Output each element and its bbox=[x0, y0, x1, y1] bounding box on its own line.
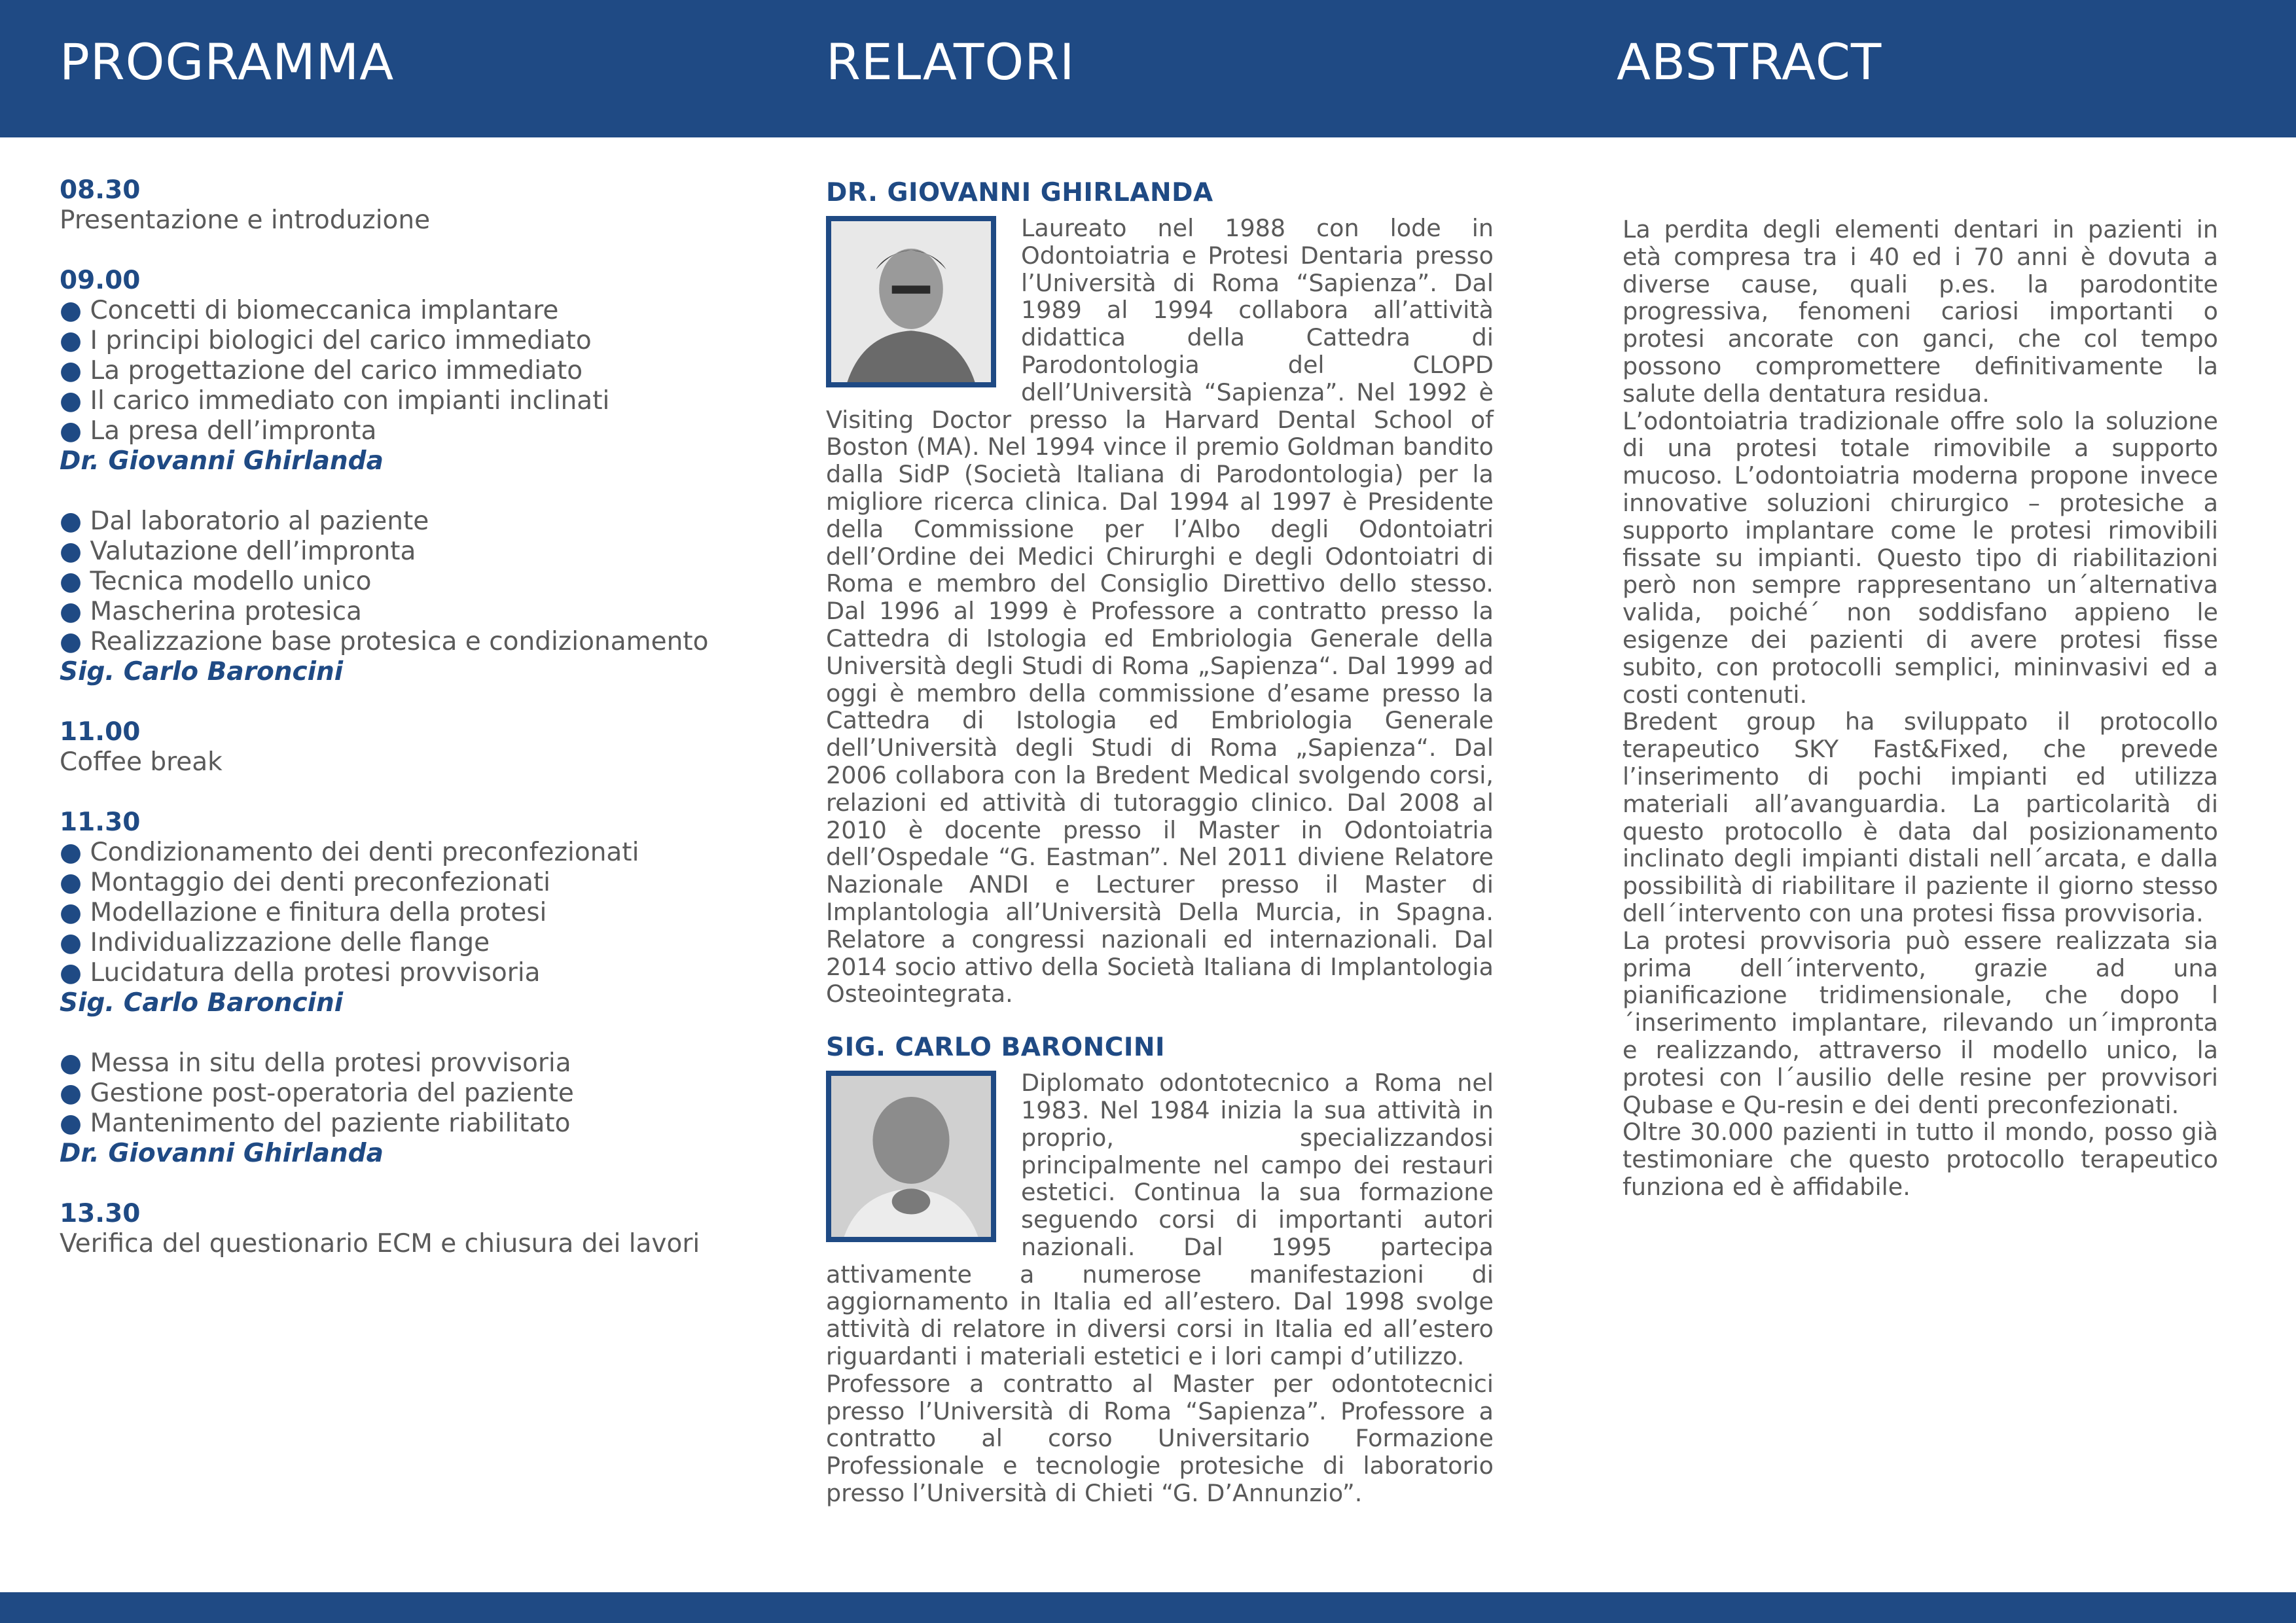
time-label: 08.30 bbox=[60, 175, 141, 205]
abstract-column bbox=[1623, 216, 2218, 1201]
program-item bbox=[60, 928, 780, 958]
program-item bbox=[60, 386, 780, 416]
abstract-heading: ABSTRACT bbox=[1617, 33, 1882, 91]
bullet-icon: ● bbox=[60, 958, 82, 988]
program-item bbox=[60, 1048, 780, 1079]
program-block-0900 bbox=[60, 266, 780, 476]
program-item bbox=[60, 1109, 780, 1139]
speaker-profile-ghirlanda bbox=[826, 177, 1494, 1008]
bullet-icon: ● bbox=[60, 1079, 82, 1108]
program-block-followup bbox=[60, 1048, 780, 1169]
program-block-1330 bbox=[60, 1199, 780, 1259]
program-block-1130 bbox=[60, 808, 780, 1018]
bullet-icon: ● bbox=[60, 507, 82, 536]
program-item-label: Concetti di biomeccanica implantare bbox=[90, 296, 559, 325]
program-item bbox=[60, 627, 780, 657]
abstract-paragraph: Oltre 30.000 pazienti in tutto il mondo, posso già testimoniare che questo protocollo terapeutico funziona ed è affidabile. bbox=[1623, 1118, 2218, 1201]
bullet-icon: ● bbox=[60, 537, 82, 566]
speaker-profile-baroncini bbox=[826, 1031, 1494, 1507]
speaker-photo bbox=[826, 216, 996, 387]
program-block-1100 bbox=[60, 717, 780, 777]
program-text: Coffee break bbox=[60, 747, 223, 777]
program-item bbox=[60, 597, 780, 627]
programma-column bbox=[60, 175, 780, 1289]
speaker-heading: SIG. CARLO BARONCINI bbox=[826, 1033, 1166, 1063]
speaker-bio-text: Diplomato odontotecnico a Roma nel 1983. Nel 1984 inizia la sua attività in proprio, specializzandosi principalmente nel campo dei restauri estetici. Continua la sua formazione seguendo corsi di importanti autori nazionali. Dal 1995 partecipa attivamente a numerose manifestazioni di aggiornamento in Italia ed all’estero. Dal 1998 svolge attività di relatore in diversi corsi in Italia ed all’estero riguardanti i materiali estetici e i lori campi d’utilizzo. bbox=[826, 1069, 1494, 1371]
program-item bbox=[60, 416, 780, 446]
program-item-label: Condizionamento dei denti preconfezionati bbox=[90, 838, 639, 867]
program-text: Verifica del questionario ECM e chiusura dei lavori bbox=[60, 1229, 700, 1258]
bullet-icon: ● bbox=[60, 928, 82, 957]
program-item bbox=[60, 356, 780, 386]
program-item-label: Modellazione e finitura della protesi bbox=[90, 898, 547, 927]
speaker-name: Sig. Carlo Baroncini bbox=[60, 657, 344, 687]
program-item-label: Individualizzazione delle flange bbox=[90, 928, 490, 957]
bullet-icon: ● bbox=[60, 868, 82, 897]
bullet-icon: ● bbox=[60, 838, 82, 867]
program-item-label: La presa dell’impronta bbox=[90, 416, 377, 446]
speaker-name: Dr. Giovanni Ghirlanda bbox=[60, 446, 384, 476]
program-item bbox=[60, 898, 780, 928]
program-item-label: Messa in situ della protesi provvisoria bbox=[90, 1048, 571, 1078]
abstract-paragraph: La perdita degli elementi dentari in pazienti in età compresa tra i 40 ed i 70 anni è dovuta a diverse cause, quali p.es. la parodontite progressiva, fenomeni cariosi importanti o protesi ancorate con ganci, che col tempo possono compromettere definitivamente la salute della dentatura residua. bbox=[1623, 215, 2218, 408]
program-item-label: Gestione post-operatoria del paziente bbox=[90, 1079, 574, 1108]
program-item-label: Mantenimento del paziente riabilitato bbox=[90, 1109, 571, 1138]
time-label: 09.00 bbox=[60, 266, 141, 295]
speaker-bio bbox=[826, 1069, 1494, 1507]
portrait-image bbox=[831, 221, 991, 382]
program-item-label: Tecnica modello unico bbox=[90, 567, 372, 596]
abstract-paragraph: Bredent group ha sviluppato il protocollo terapeutico SKY Fast&Fixed, che prevede l’inserimento di pochi impianti ed utilizza materiali all’avanguardia. La particolarità di questo protocollo è data dal posizionamento inclinato degli impianti distali nell´arcata, e dalla possibilità di riabilitare il paziente il giorno stesso dell´intervento con una protesi fissa provvisoria. bbox=[1623, 707, 2218, 927]
time-label: 11.30 bbox=[60, 808, 141, 837]
program-item bbox=[60, 1079, 780, 1109]
footer-band bbox=[0, 1592, 2296, 1623]
program-item-label: Lucidatura della protesi provvisoria bbox=[90, 958, 541, 988]
bullet-icon: ● bbox=[60, 416, 82, 446]
speaker-heading: DR. GIOVANNI GHIRLANDA bbox=[826, 178, 1213, 207]
speaker-name: Dr. Giovanni Ghirlanda bbox=[60, 1139, 384, 1168]
speaker-photo bbox=[826, 1071, 996, 1242]
program-item-label: La progettazione del carico immediato bbox=[90, 356, 583, 385]
bullet-icon: ● bbox=[60, 326, 82, 355]
program-item-label: Realizzazione base protesica e condizionamento bbox=[90, 627, 709, 656]
bullet-icon: ● bbox=[60, 296, 82, 325]
time-label: 11.00 bbox=[60, 717, 141, 747]
program-item bbox=[60, 958, 780, 988]
bullet-icon: ● bbox=[60, 1109, 82, 1138]
speaker-name: Sig. Carlo Baroncini bbox=[60, 988, 344, 1018]
bullet-icon: ● bbox=[60, 356, 82, 385]
program-item bbox=[60, 326, 780, 356]
program-item-label: Valutazione dell’impronta bbox=[90, 537, 416, 566]
program-item bbox=[60, 296, 780, 326]
time-label: 13.30 bbox=[60, 1199, 141, 1228]
speaker-bio-text: Professore a contratto al Master per odontotecnici presso l’Università di Roma “Sapienza”. Professore a contratto al corso Universitario Formazione Professionale e tecnologie protesiche di laboratorio presso l’Università di Chieti “G. D’Annunzio”. bbox=[826, 1369, 1494, 1508]
bullet-icon: ● bbox=[60, 627, 82, 656]
speaker-bio-text: Laureato nel 1988 con lode in Odontoiatria e Protesi Dentaria presso l’Università di Roma “Sapienza”. Dal 1989 al 1994 collabora all’attività didattica della Cattedra di Parodontologia del CLOPD dell’Università “Sapienza”. Nel 1992 è Visiting Doctor presso la Harvard Dental School of Boston (MA). Nel 1994 vince il premio Goldman bandito dalla SidP (Società Italiana di Parodontologia) per la migliore ricerca clinica. Dal 1994 al 1997 è Presidente della Commissione per l’Albo degli Odontoiatri dell’Ordine dei Medici Chirurghi e degli Odontoiatri di Roma e membro del Consiglio Direttivo dello stesso. Dal 1996 al 1999 è Professore a contratto presso la Cattedra di Istologia ed Embriologia Generale della Università degli Studi di Roma „Sapienza“. Dal 1999 ad oggi è membro della commissione d’esame presso la Cattedra di Istologia ed Embriologia Generale dell’Università degli Studi di Roma „Sapienza“. Dal 2006 collabora con la Bredent Medical svolgendo corsi, relazioni ed attività di tutoraggio clinico. Dal 2008 al 2010 è docente presso il Master in Odontoiatria dell’Ospedale “G. Eastman”. Nel 2011 diviene Relatore Nazionale ANDI e Lecturer presso il Master di Implantologia all’Università Della Murcia, in Spagna. Relatore a congressi nazionali ed internazionali. Dal 2014 socio attivo della Società Italiana di Implantologia Osteointegrata. bbox=[826, 214, 1494, 1008]
bullet-icon: ● bbox=[60, 1048, 82, 1078]
speaker-bio bbox=[826, 215, 1494, 1008]
program-item-label: Dal laboratorio al paziente bbox=[90, 507, 429, 536]
programma-heading: PROGRAMMA bbox=[60, 33, 395, 91]
program-item-label: Il carico immediato con impianti inclinati bbox=[90, 386, 610, 416]
program-text: Presentazione e introduzione bbox=[60, 205, 431, 235]
program-item bbox=[60, 868, 780, 898]
relatori-column bbox=[826, 177, 1494, 1507]
portrait-image bbox=[831, 1076, 991, 1237]
program-item-label: Montaggio dei denti preconfezionati bbox=[90, 868, 551, 897]
program-block-lab bbox=[60, 507, 780, 687]
bullet-icon: ● bbox=[60, 386, 82, 416]
bullet-icon: ● bbox=[60, 567, 82, 596]
program-item bbox=[60, 838, 780, 868]
program-item bbox=[60, 507, 780, 537]
program-item-label: Mascherina protesica bbox=[90, 597, 362, 626]
bullet-icon: ● bbox=[60, 898, 82, 927]
abstract-paragraph: La protesi provvisoria può essere realizzata sia prima dell´intervento, grazie ad una pianificazione tridimensionale, che dopo l´inserimento implantare, rilevando un´impronta e realizzando, attraverso il modello unico, la protesi con l´ausilio delle resine per provvisori Qubase e Qu-resin e dei denti preconfezionati. bbox=[1623, 926, 2218, 1119]
program-item-label: I principi biologici del carico immediato bbox=[90, 326, 592, 355]
program-item bbox=[60, 567, 780, 597]
abstract-paragraph: L’odontoiatria tradizionale offre solo la soluzione di una protesi totale rimovibile a supporto mucoso. L’odontoiatria moderna propone invece innovative soluzioni chirurgico – protesiche a supporto implantare come le protesi rimovibili fissate su impianti. Questo tipo di riabilitazioni però non sempre rappresentano un´alternativa valida, poiché´ non soddisfano appieno le esigenze dei pazienti di avere protesi fisse subito, con protocolli semplici, mininvasivi ed a costi contenuti. bbox=[1623, 406, 2218, 709]
relatori-heading: RELATORI bbox=[826, 33, 1075, 91]
program-block-0830 bbox=[60, 175, 780, 236]
bullet-icon: ● bbox=[60, 597, 82, 626]
program-item bbox=[60, 537, 780, 567]
